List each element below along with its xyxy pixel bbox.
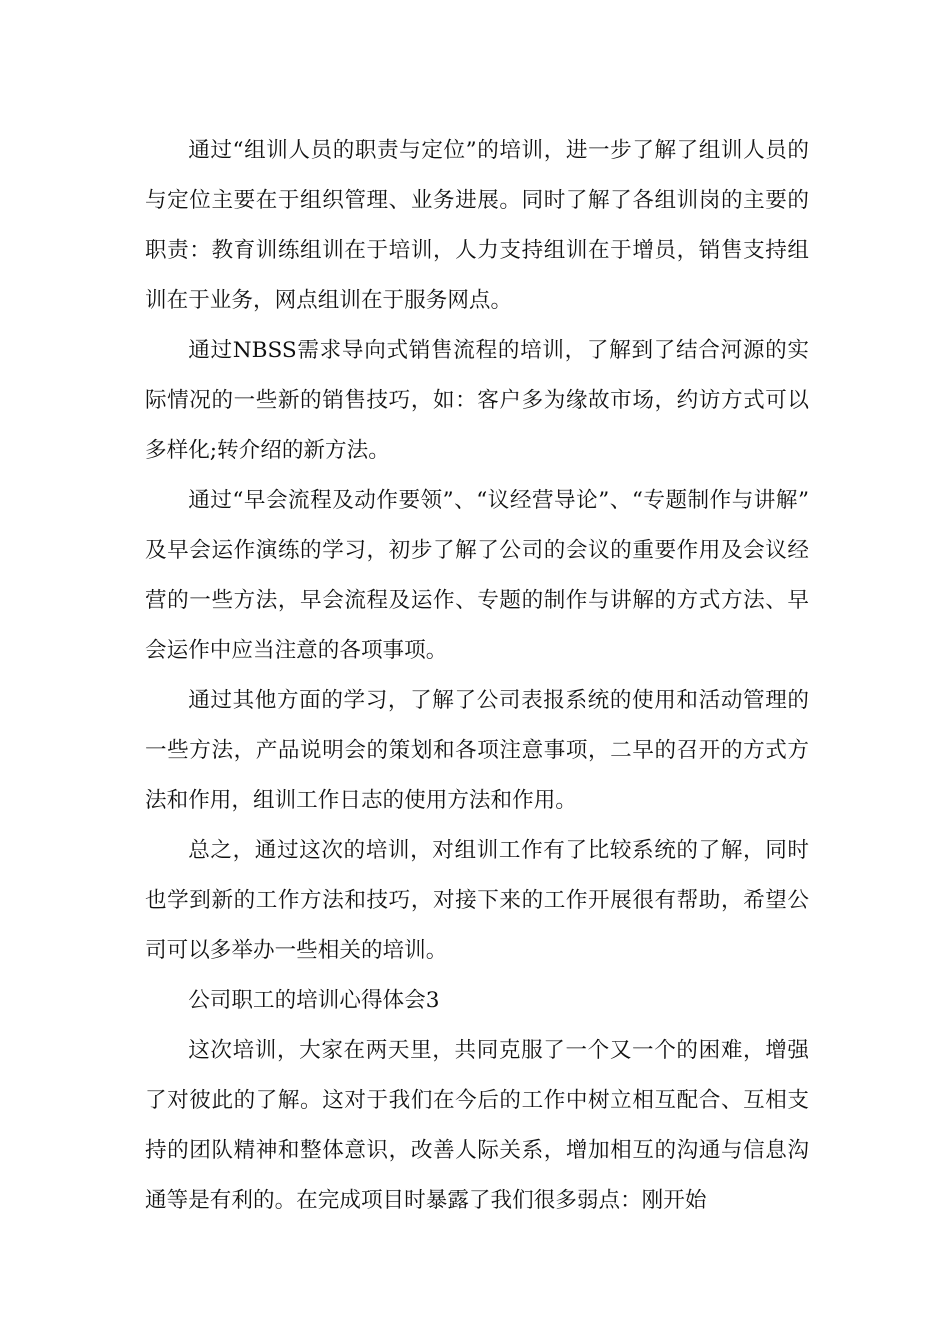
paragraph-other-learning: 通过其他方面的学习，了解了公司表报系统的使用和活动管理的一些方法，产品说明会的策划和各项注意事项，二早的召开的方式方法和作用，组训工作日志的使用方法和作用。 bbox=[145, 688, 809, 813]
paragraph-summary: 总之，通过这次的培训，对组训工作有了比较系统的了解，同时也学到新的工作方法和技巧，对接下来的工作开展很有帮助，希望公司可以多举办一些相关的培训。 bbox=[145, 838, 809, 963]
paragraph-nbss-sales: 通过NBSS需求导向式销售流程的培训，了解到了结合河源的实际情况的一些新的销售技巧，如：客户多为缘故市场，约访方式可以多样化;转介绍的新方法。 bbox=[145, 338, 809, 463]
document-body bbox=[145, 126, 809, 1226]
paragraph-team-training: 这次培训，大家在两天里，共同克服了一个又一个的困难，增强了对彼此的了解。这对于我们在今后的工作中树立相互配合、互相支持的团队精神和整体意识，改善人际关系，增加相互的沟通与信息沟通等是有利的。在完成项目时暴露了我们很多弱点：刚开始 bbox=[145, 1038, 809, 1213]
paragraph-training-roles: 通过“组训人员的职责与定位”的培训，进一步了解了组训人员的与定位主要在于组织管理、业务进展。同时了解了各组训岗的主要的职责：教育训练组训在于培训，人力支持组训在于增员，销售支持组训在于业务，网点组训在于服务网点。 bbox=[145, 138, 809, 313]
section-heading: 公司职工的培训心得体会3 bbox=[188, 988, 440, 1013]
paragraph-morning-meeting: 通过“早会流程及动作要领”、“议经营导论”、“专题制作与讲解”及早会运作演练的学习，初步了解了公司的会议的重要作用及会议经营的一些方法，早会流程及运作、专题的制作与讲解的方式方法、早会运作中应当注意的各项事项。 bbox=[145, 488, 809, 663]
